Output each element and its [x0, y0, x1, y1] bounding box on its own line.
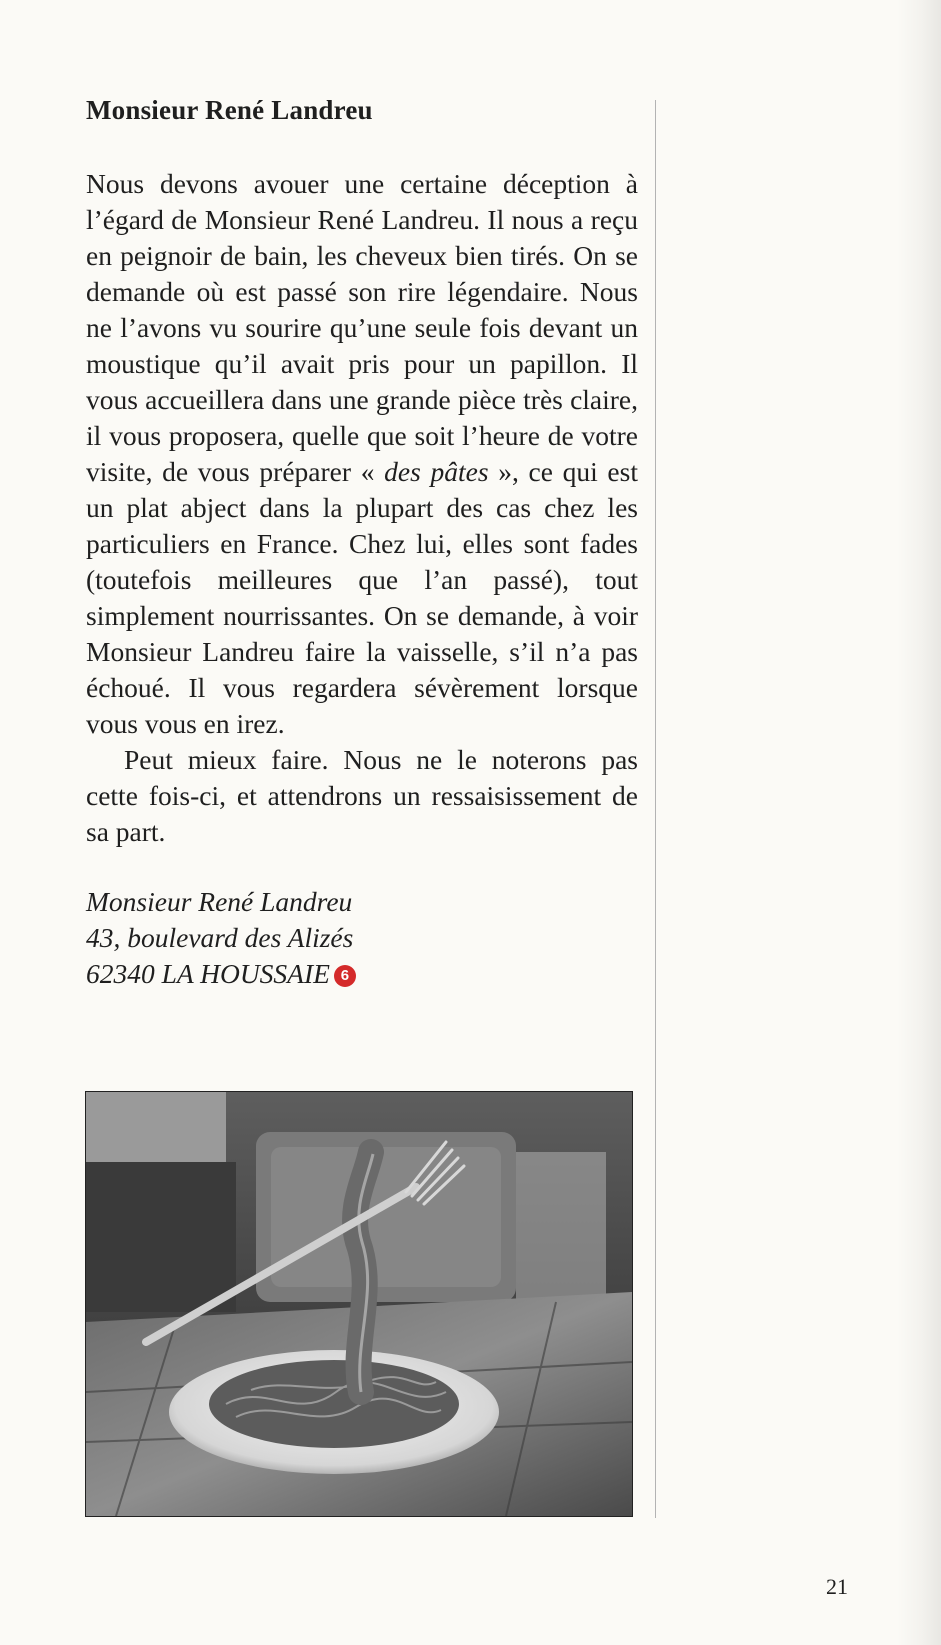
address-name: Monsieur René Landreu — [86, 886, 353, 917]
photo-shelf — [86, 1162, 236, 1312]
page-edge-shadow — [897, 0, 941, 1645]
main-column — [86, 92, 638, 992]
article-title: Monsieur René Landreu — [86, 95, 373, 125]
photo-lamp-table — [516, 1152, 606, 1312]
column-rule — [655, 100, 656, 1518]
address-city: 62340 LA HOUSSAIE — [86, 958, 330, 989]
paragraph-1 — [86, 166, 638, 742]
paragraph-1-text-a: Nous devons avouer une certaine déception à l’égard de Monsieur René Landreu. Il nous a reçu en peignoir de bain, les cheveux bien tirés. On se demande où est passé son rire légendaire. Nous ne l’avons vu sourire qu’une seule fois devant un moustique qu’il avait pris pour un papillon. Il vous accueillera dans une grande pièce très claire, il vous proposera, quelle que soit l’heure de votre visite, de vous préparer « — [86, 168, 638, 487]
address-block — [86, 884, 638, 992]
paragraph-1-italic: des pâtes — [384, 456, 489, 487]
photo-pasta-pile — [209, 1360, 459, 1448]
page-number: 21 — [826, 1574, 848, 1599]
photo-armchair-cushion — [271, 1147, 501, 1287]
address-city-line — [86, 956, 638, 992]
paragraph-1-text-b: », ce qui est un plat abject dans la plupart des cas chez les particuliers en France. Chez lui, elles sont fades (toutefois meilleures que l’an passé), tout simplement nourrissantes. On se demande, à voir Monsieur Landreu faire la vaisselle, s’il n’a pas échoué. Il vous regardera sévèrement lorsque vous vous en irez. — [86, 456, 638, 739]
address-street: 43, boulevard des Alizés — [86, 922, 354, 953]
pasta-photo — [85, 1091, 633, 1517]
paragraph-2: Peut mieux faire. Nous ne le noterons pas cette fois-ci, et attendrons un ressaisissement de sa part. — [86, 744, 638, 847]
number-badge: 6 — [334, 965, 356, 987]
